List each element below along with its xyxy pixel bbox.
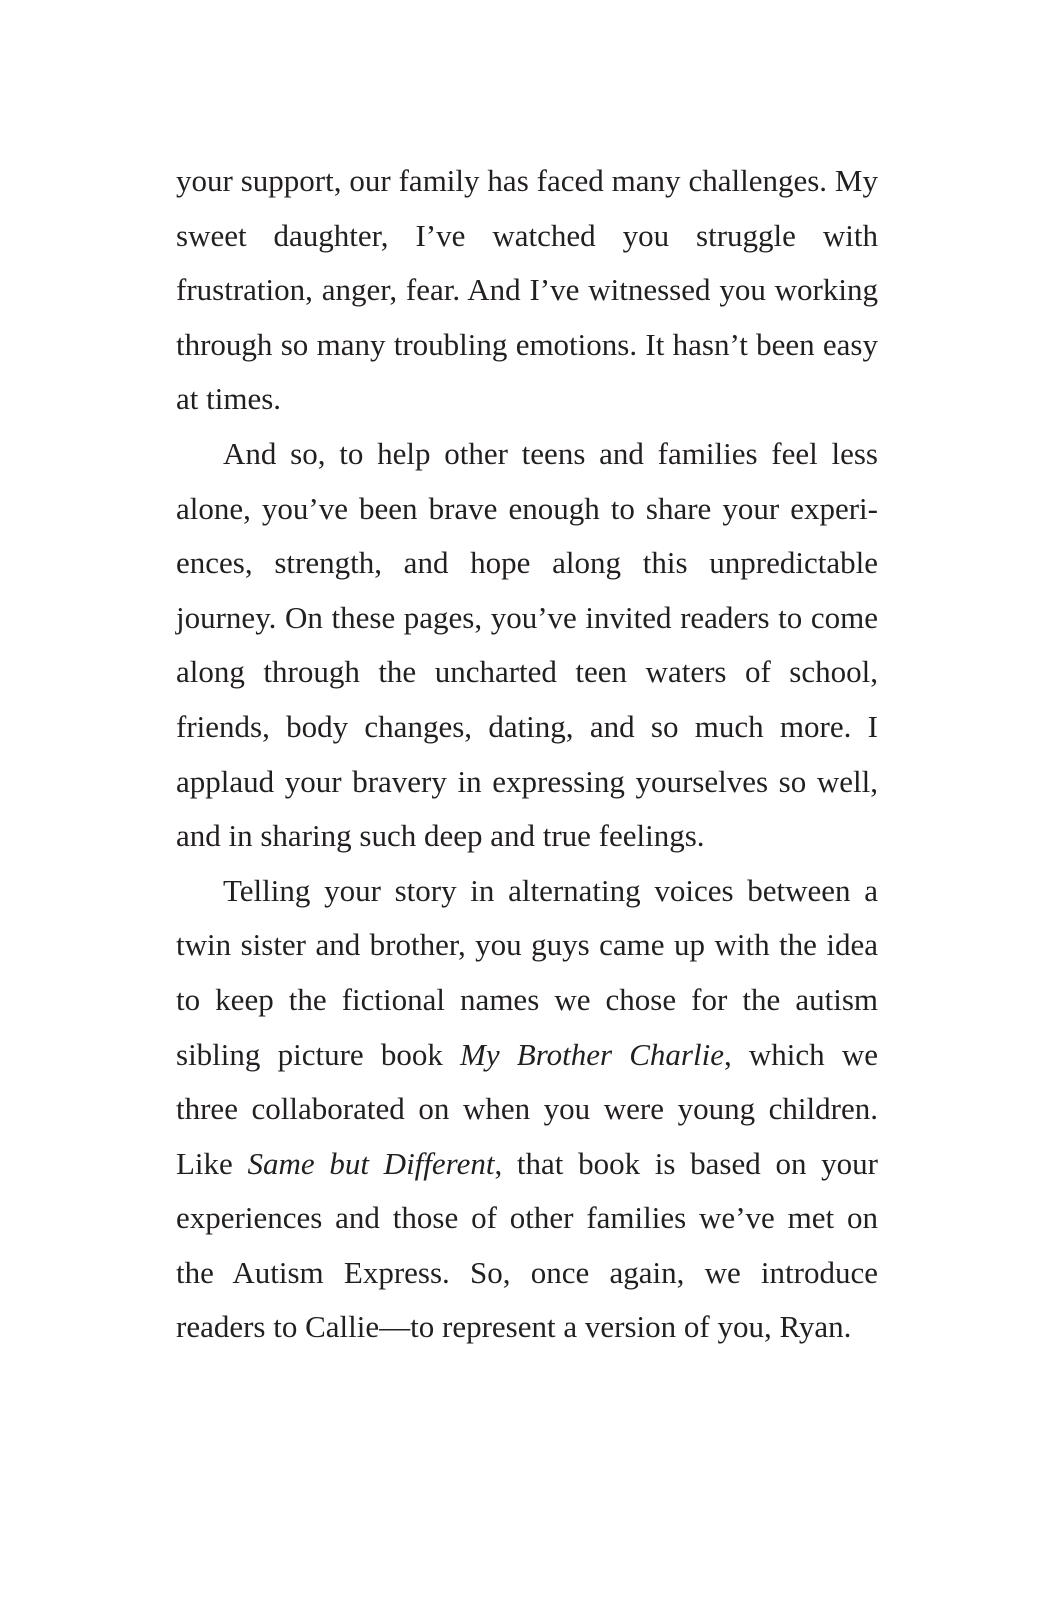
body-text — [176, 154, 878, 1355]
book-title-my-brother-charlie: My Brother Charlie — [460, 1036, 724, 1072]
paragraph-3-text-a: Telling your story in alternating voices between a twin sister and brother, you guys came up with the idea to keep the fictional names we chose for the autism sibling picture book — [176, 872, 878, 1072]
paragraph-2 — [176, 427, 878, 864]
paragraph-3 — [176, 864, 878, 1355]
book-title-same-but-different: Same but Different — [247, 1145, 495, 1181]
paragraph-2-text: And so, to help other teens and families feel less alone, you’ve been brave enough to share your experiences, strength, and hope along this unpredictable journey. On these pages, you’ve invited readers to come along through the uncharted teen waters of school, friends, body changes, dating, and so much more. I applaud your bravery in expressing yourselves so well, and in sharing such deep and true feelings. — [176, 435, 878, 854]
paragraph-3-text-b: , which we three collaborated on when you were young children. Like — [176, 1036, 879, 1181]
paragraph-1-text: your support, our family has faced many challenges. My sweet daughter, I’ve watched you struggle with frustration, anger, fear. And I’ve witnessed you working through so many troubling emotions. It hasn’t been easy at times. — [176, 163, 878, 417]
paragraph-3-text-c: , that book is based on your experiences and those of other families we’ve met on the Autism Express. So, once again, we introduce readers to Callie—to represent a version of you, Ryan. — [176, 1145, 878, 1345]
paragraph-1 — [176, 154, 878, 427]
